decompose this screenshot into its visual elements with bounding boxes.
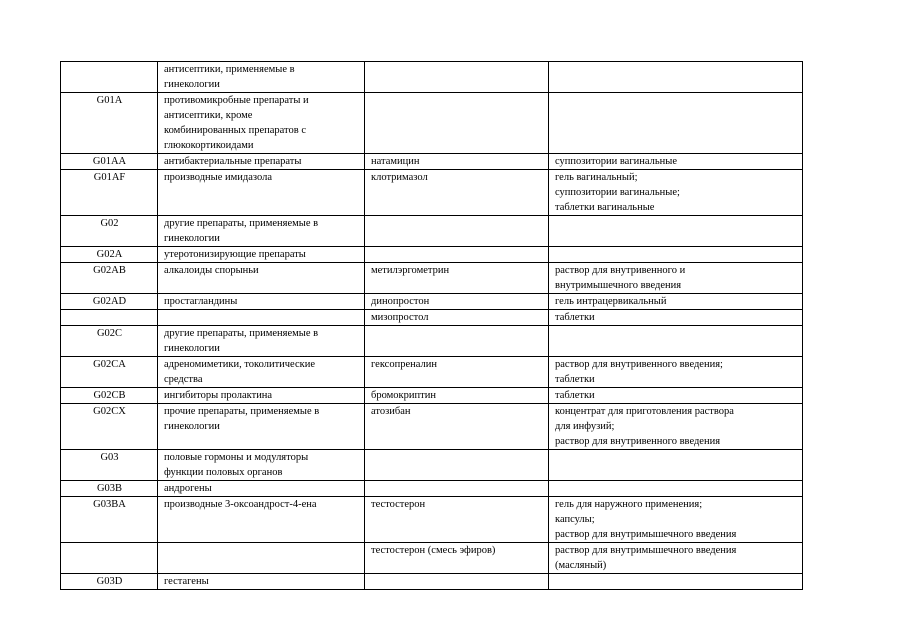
cell-text-line: антисептики, кроме (164, 110, 253, 121)
cell-text-line: суппозитории вагинальные; (555, 187, 680, 198)
group-name-cell (158, 388, 365, 404)
table-row (61, 93, 803, 154)
cell-text-line: таблетки (555, 312, 595, 323)
dosage-form-cell (549, 154, 803, 170)
cell-text-line: антисептики, применяемые в (164, 64, 295, 75)
substance-cell (365, 247, 549, 263)
cell-text-line: антибактериальные препараты (164, 156, 302, 167)
cell-text-line: таблетки (555, 390, 595, 401)
cell-text-line: гинекологии (164, 79, 220, 90)
table-row (61, 404, 803, 450)
atc-code-cell (61, 388, 158, 404)
table-row (61, 294, 803, 310)
table-row (61, 154, 803, 170)
cell-text-line: утеротонизирующие препараты (164, 249, 306, 260)
cell-text-line: G02AD (92, 296, 127, 307)
cell-text-line: для инфузий; (555, 421, 615, 432)
cell-text-line: G02 (100, 218, 119, 229)
cell-text-line: раствор для внутривенного введения; (555, 359, 723, 370)
table-row (61, 574, 803, 590)
group-name-cell (158, 62, 365, 93)
cell-text-line: производные 3-оксоандрост-4-ена (164, 499, 317, 510)
cell-text-line: мизопростол (371, 312, 429, 323)
group-name-cell (158, 481, 365, 497)
table-body (61, 62, 803, 590)
atc-code-cell (61, 93, 158, 154)
substance-cell (365, 294, 549, 310)
cell-text-line: G02C (96, 328, 123, 339)
group-name-cell (158, 263, 365, 294)
cell-text-line: раствор для внутримышечного введения (555, 529, 737, 540)
cell-text-line: G01AA (92, 156, 127, 167)
cell-text-line: метилэргометрин (371, 265, 450, 276)
atc-code-cell (61, 574, 158, 590)
atc-code-cell (61, 216, 158, 247)
group-name-cell (158, 450, 365, 481)
substance-cell (365, 310, 549, 326)
group-name-cell (158, 497, 365, 543)
table-row (61, 62, 803, 93)
dosage-form-cell (549, 450, 803, 481)
cell-text-line: G02CX (93, 406, 126, 417)
dosage-form-cell (549, 497, 803, 543)
atc-code-cell (61, 326, 158, 357)
substance-cell (365, 404, 549, 450)
dosage-form-cell (549, 216, 803, 247)
table-row (61, 263, 803, 294)
group-name-cell (158, 247, 365, 263)
group-name-cell (158, 154, 365, 170)
cell-text-line: функции половых органов (164, 467, 283, 478)
cell-text-line: G03B (96, 483, 123, 494)
atc-code-cell (61, 543, 158, 574)
group-name-cell (158, 170, 365, 216)
cell-text-line: раствор для внутривенного и (555, 265, 686, 276)
group-name-cell (158, 357, 365, 388)
cell-text-line: глюкокортикоидами (164, 140, 254, 151)
dosage-form-cell (549, 404, 803, 450)
cell-text-line: G02CA (93, 359, 126, 370)
table-row (61, 388, 803, 404)
cell-text-line: G03BA (93, 499, 126, 510)
dosage-form-cell (549, 294, 803, 310)
atc-code-cell (61, 294, 158, 310)
group-name-cell (158, 216, 365, 247)
cell-text-line: комбинированных препаратов с (164, 125, 307, 136)
substance-cell (365, 357, 549, 388)
cell-text-line: гель для наружного применения; (555, 499, 703, 510)
table-row (61, 326, 803, 357)
cell-text-line: тестостерон (смесь эфиров) (371, 545, 496, 556)
cell-text-line: клотримазол (371, 172, 428, 183)
cell-text-line: концентрат для приготовления раствора (555, 406, 734, 417)
atc-code-cell (61, 62, 158, 93)
cell-text-line: прочие препараты, применяемые в (164, 406, 320, 417)
table-row (61, 247, 803, 263)
cell-text-line: бромокриптин (371, 390, 436, 401)
cell-text-line: другие препараты, применяемые в (164, 328, 319, 339)
cell-text-line: G01A (96, 95, 123, 106)
cell-text-line: G02A (96, 249, 123, 260)
cell-text-line: раствор для внутривенного введения (555, 436, 721, 447)
cell-text-line: G02AB (93, 265, 126, 276)
cell-text-line: атозибан (371, 406, 411, 417)
atc-code-cell (61, 154, 158, 170)
cell-text-line: андрогены (164, 483, 212, 494)
group-name-cell (158, 93, 365, 154)
atc-code-cell (61, 263, 158, 294)
substance-cell (365, 154, 549, 170)
cell-text-line: гинекологии (164, 343, 220, 354)
atc-code-cell (61, 310, 158, 326)
atc-code-cell (61, 450, 158, 481)
table-row (61, 310, 803, 326)
table-row (61, 497, 803, 543)
cell-text-line: гель интрацервикальный (555, 296, 667, 307)
substance-cell (365, 93, 549, 154)
dosage-form-cell (549, 357, 803, 388)
dosage-form-cell (549, 574, 803, 590)
cell-text-line: раствор для внутримышечного введения (555, 545, 737, 556)
cell-text-line: G02CB (93, 390, 126, 401)
cell-text-line: половые гормоны и модуляторы (164, 452, 309, 463)
drug-classification-table (60, 61, 803, 590)
substance-cell (365, 62, 549, 93)
group-name-cell (158, 404, 365, 450)
cell-text-line: (масляный) (555, 560, 607, 571)
cell-text-line: гинекологии (164, 421, 220, 432)
group-name-cell (158, 310, 365, 326)
cell-text-line: гинекологии (164, 233, 220, 244)
cell-text-line: средства (164, 374, 203, 385)
table-row (61, 170, 803, 216)
cell-text-line: суппозитории вагинальные (555, 156, 677, 167)
cell-text-line: таблетки (555, 374, 595, 385)
cell-text-line: внутримышечного введения (555, 280, 682, 291)
cell-text-line: тестостерон (371, 499, 426, 510)
cell-text-line: простагландины (164, 296, 238, 307)
dosage-form-cell (549, 62, 803, 93)
dosage-form-cell (549, 170, 803, 216)
dosage-form-cell (549, 543, 803, 574)
table-row (61, 357, 803, 388)
substance-cell (365, 543, 549, 574)
table-row (61, 216, 803, 247)
dosage-form-cell (549, 310, 803, 326)
dosage-form-cell (549, 247, 803, 263)
table-row (61, 450, 803, 481)
cell-text-line: адреномиметики, токолитические (164, 359, 316, 370)
group-name-cell (158, 543, 365, 574)
dosage-form-cell (549, 388, 803, 404)
dosage-form-cell (549, 481, 803, 497)
dosage-form-cell (549, 93, 803, 154)
cell-text-line: G03 (100, 452, 119, 463)
substance-cell (365, 263, 549, 294)
cell-text-line: G01AF (93, 172, 126, 183)
dosage-form-cell (549, 263, 803, 294)
substance-cell (365, 497, 549, 543)
cell-text-line: капсулы; (555, 514, 595, 525)
substance-cell (365, 326, 549, 357)
group-name-cell (158, 574, 365, 590)
table-row (61, 543, 803, 574)
cell-text-line: производные имидазола (164, 172, 273, 183)
cell-text-line: G03D (96, 576, 123, 587)
atc-code-cell (61, 170, 158, 216)
atc-code-cell (61, 247, 158, 263)
table-row (61, 481, 803, 497)
group-name-cell (158, 326, 365, 357)
atc-code-cell (61, 357, 158, 388)
cell-text-line: ингибиторы пролактина (164, 390, 273, 401)
cell-text-line: таблетки вагинальные (555, 202, 655, 213)
substance-cell (365, 170, 549, 216)
substance-cell (365, 574, 549, 590)
cell-text-line: другие препараты, применяемые в (164, 218, 319, 229)
cell-text-line: гестагены (164, 576, 209, 587)
cell-text-line: натамицин (371, 156, 420, 167)
cell-text-line: гель вагинальный; (555, 172, 638, 183)
substance-cell (365, 388, 549, 404)
atc-code-cell (61, 404, 158, 450)
dosage-form-cell (549, 326, 803, 357)
cell-text-line: алкалоиды спорыньи (164, 265, 259, 276)
group-name-cell (158, 294, 365, 310)
atc-code-cell (61, 497, 158, 543)
cell-text-line: противомикробные препараты и (164, 95, 309, 106)
substance-cell (365, 481, 549, 497)
substance-cell (365, 450, 549, 481)
atc-code-cell (61, 481, 158, 497)
cell-text-line: динопростон (371, 296, 430, 307)
cell-text-line: гексопреналин (371, 359, 437, 370)
substance-cell (365, 216, 549, 247)
